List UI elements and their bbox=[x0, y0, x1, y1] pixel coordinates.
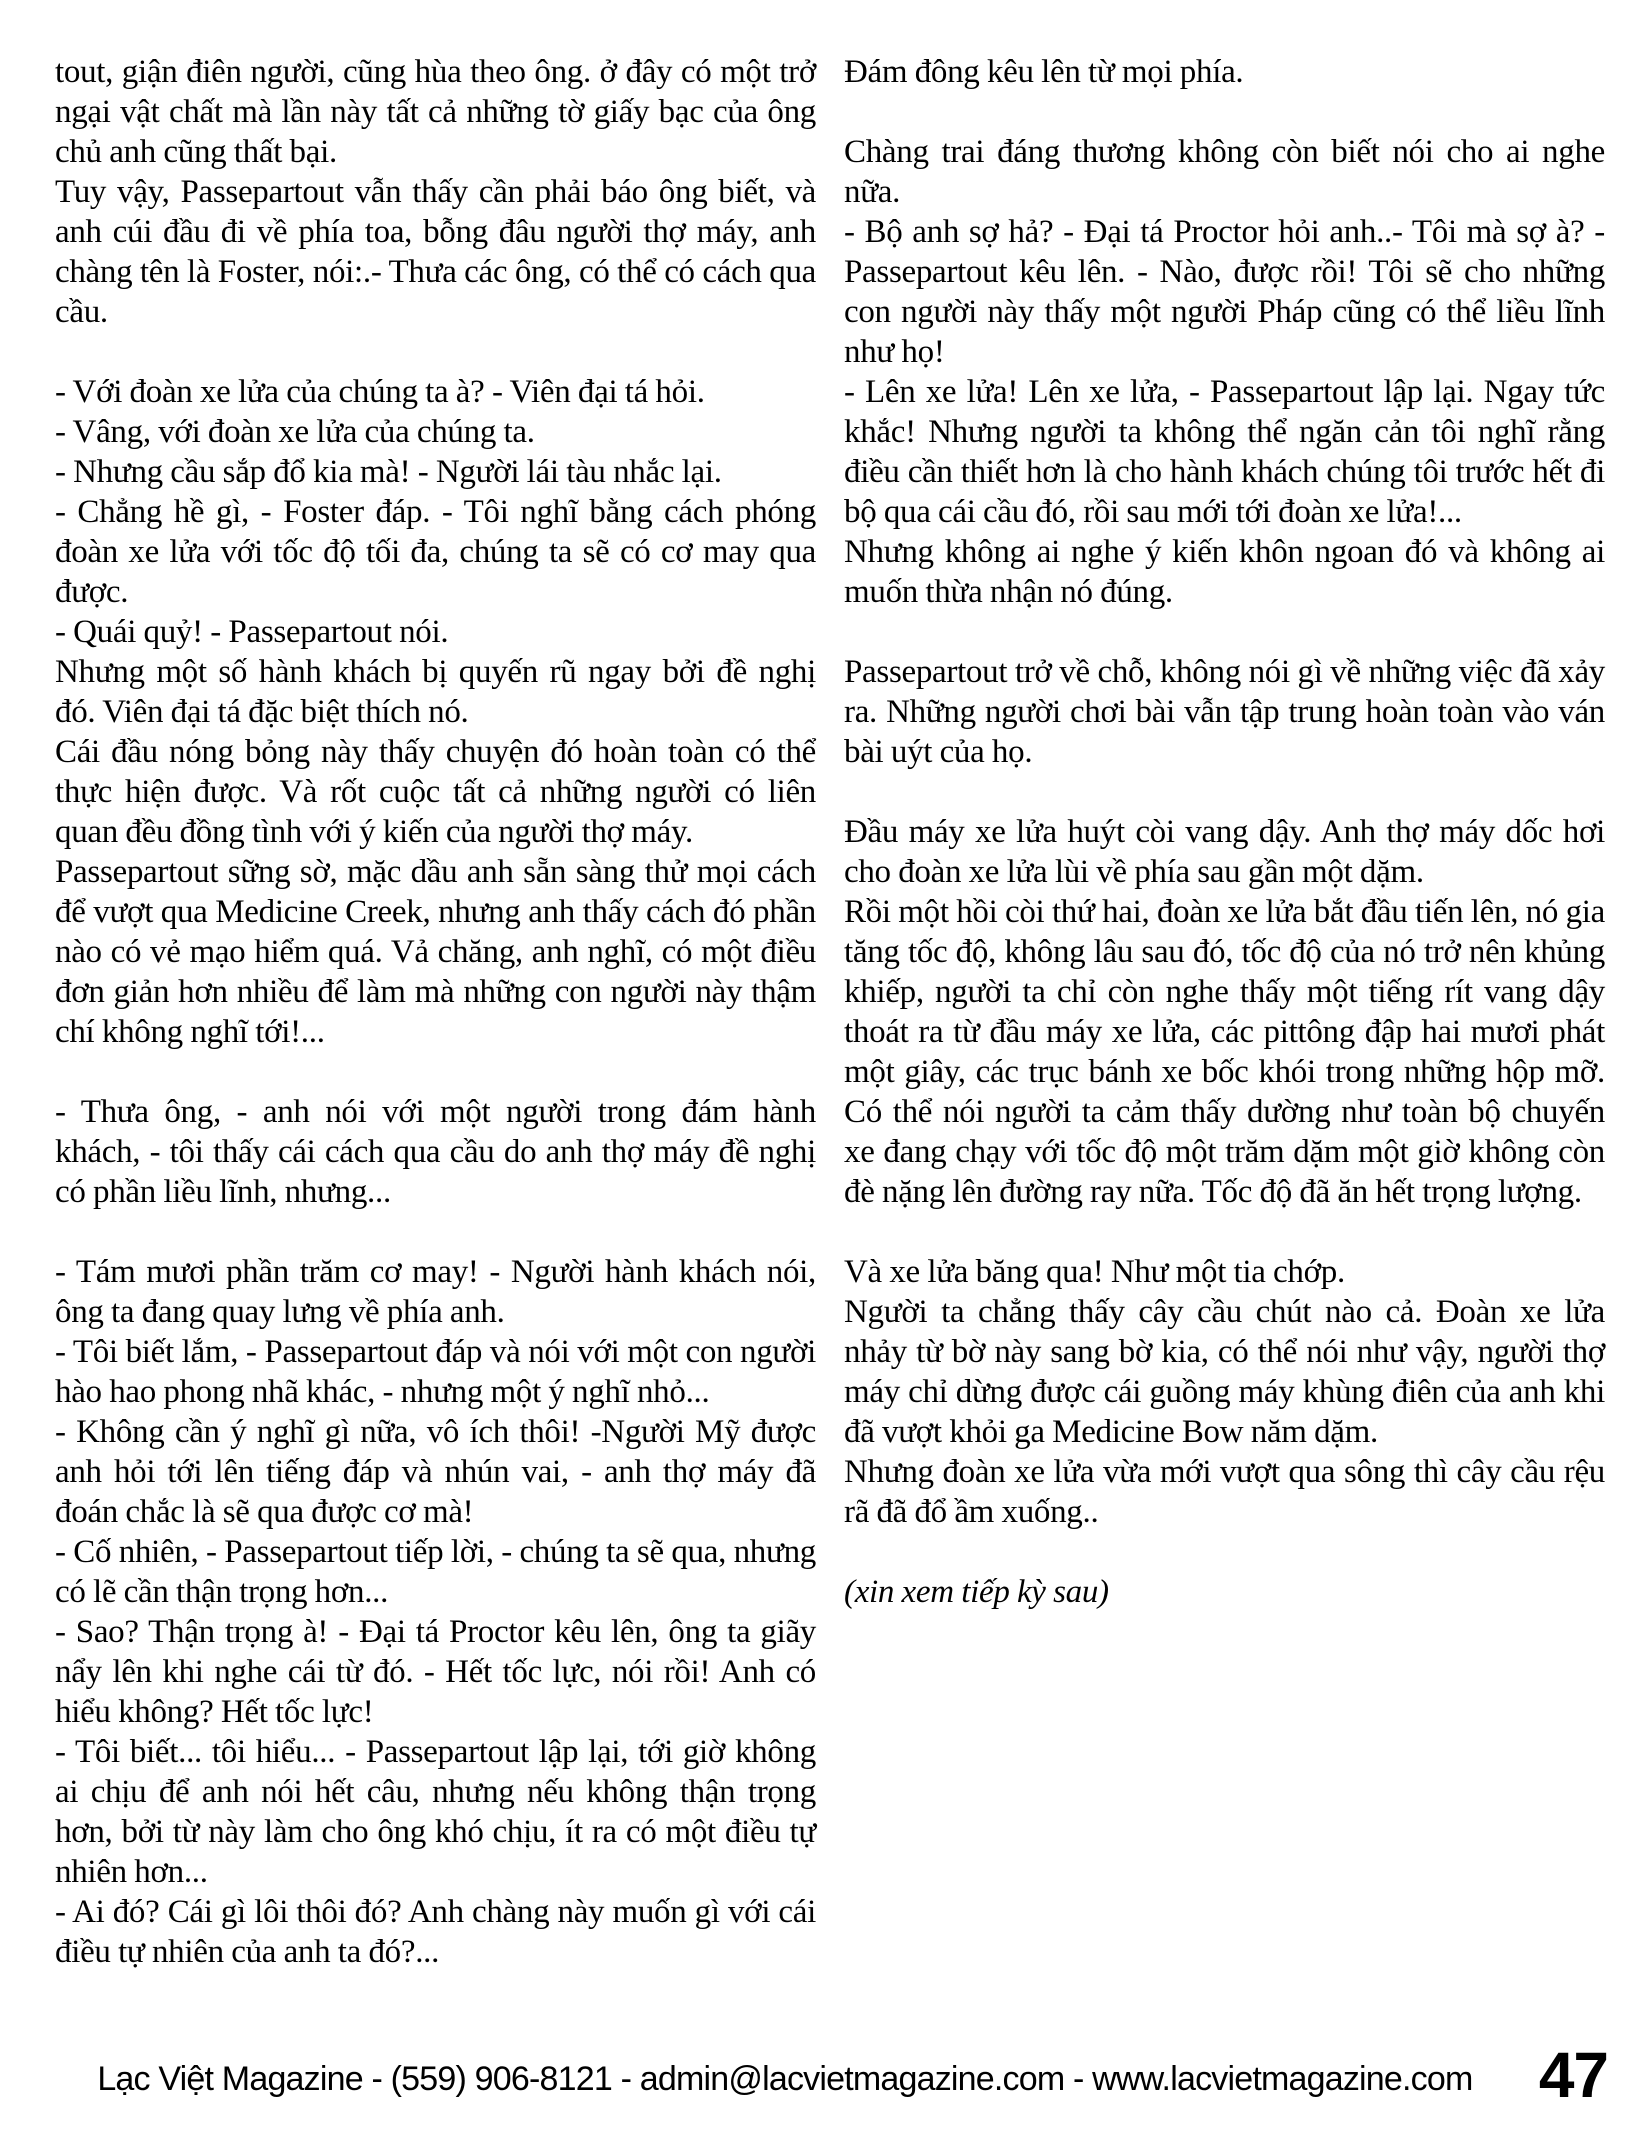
footer-contact-info: Lạc Việt Magazine - (559) 906-8121 - admin@lacvietmagazine.com - www.lacvietmagazine.com bbox=[97, 2059, 1473, 2098]
paragraph: - Tôi biết lắm, - Passepartout đáp và nói với một con người hào hao phong nhã khác, - nhưng một ý nghĩ nhỏ... bbox=[55, 1334, 816, 1410]
paragraph: - Cố nhiên, - Passepartout tiếp lời, - chúng ta sẽ qua, nhưng có lẽ cần thận trọng hơn... bbox=[55, 1534, 816, 1610]
paragraph: Đám đông kêu lên từ mọi phía. bbox=[844, 54, 1244, 90]
paragraph: - Nhưng cầu sắp đổ kia mà! - Người lái tàu nhắc lại. bbox=[55, 454, 722, 490]
paragraph: - Chẳng hề gì, - Foster đáp. - Tôi nghĩ bằng cách phóng đoàn xe lửa với tốc độ tối đa, chúng ta sẽ có cơ may qua được. bbox=[55, 494, 816, 610]
paragraph: Nhưng không ai nghe ý kiến khôn ngoan đó và không ai muốn thừa nhận nó đúng. bbox=[844, 534, 1605, 610]
paragraph: Cái đầu nóng bỏng này thấy chuyện đó hoàn toàn có thể thực hiện được. Và rốt cuộc tất cả những người có liên quan đều đồng tình với ý kiến của người thợ máy. bbox=[55, 734, 816, 850]
left-column bbox=[55, 52, 816, 1972]
paragraph: Passepartout sững sờ, mặc dầu anh sẵn sàng thử mọi cách để vượt qua Medicine Creek, nhưng anh thấy cách đó phần nào có vẻ mạo hiểm quá. Vả chăng, anh nghĩ, có một điều đơn giản hơn nhiều để làm mà những con người này thậm chí không nghĩ tới!... bbox=[55, 854, 816, 1050]
paragraph: - Sao? Thận trọng à! - Đại tá Proctor kêu lên, ông ta giãy nẩy lên khi nghe cái từ đó. - Hết tốc lực, nói rồi! Anh có hiểu không? Hết tốc lực! bbox=[55, 1614, 816, 1730]
paragraph: - Quái quỷ! - Passepartout nói. bbox=[55, 614, 449, 650]
paragraph: Rồi một hồi còi thứ hai, đoàn xe lửa bắt đầu tiến lên, nó gia tăng tốc độ, không lâu sau đó, tốc độ của nó trở nên khủng khiếp, người ta chỉ còn nghe thấy một tiếng rít vang dậy thoát ra từ đầu máy xe lửa, các pittông đập hai mươi phát một giây, các trục bánh xe bốc khói trong những hộp mỡ. Có thể nói người ta cảm thấy dường như toàn bộ chuyến xe đang chạy với tốc độ một trăm dặm một giờ không còn đè nặng lên đường ray nữa. Tốc độ đã ăn hết trọng lượng. bbox=[844, 894, 1605, 1210]
paragraph: Đầu máy xe lửa huýt còi vang dậy. Anh thợ máy dốc hơi cho đoàn xe lửa lùi về phía sau gần một dặm. bbox=[844, 814, 1605, 890]
paragraph: - Tôi biết... tôi hiểu... - Passepartout lập lại, tới giờ không ai chịu để anh nói hết câu, nhưng nếu không thận trọng hơn, bởi từ này làm cho ông khó chịu, ít ra có một điều tự nhiên hơn... bbox=[55, 1734, 816, 1890]
paragraph: - Vâng, với đoàn xe lửa của chúng ta. bbox=[55, 414, 535, 450]
paragraph: - Ai đó? Cái gì lôi thôi đó? Anh chàng này muốn gì với cái điều tự nhiên của anh ta đó?... bbox=[55, 1894, 816, 1970]
right-column bbox=[844, 52, 1605, 1972]
paragraph: Người ta chẳng thấy cây cầu chút nào cả. Đoàn xe lửa nhảy từ bờ này sang bờ kia, có thể nói như vậy, người thợ máy chỉ dừng được cái guồng máy khùng điên của anh khi đã vượt khỏi ga Medicine Bow năm dặm. bbox=[844, 1294, 1605, 1450]
page-footer bbox=[55, 2038, 1608, 2111]
paragraph: Passepartout trở về chỗ, không nói gì về những việc đã xảy ra. Những người chơi bài vẫn tập trung hoàn toàn vào ván bài uýt của họ. bbox=[844, 654, 1605, 770]
paragraph: - Lên xe lửa! Lên xe lửa, - Passepartout lập lại. Ngay tức khắc! Nhưng người ta không thể ngăn cản tôi nghĩ rằng điều cần thiết hơn là cho hành khách chúng tôi trước hết đi bộ qua cái cầu đó, rồi sau mới tới đoàn xe lửa!... bbox=[844, 374, 1605, 530]
continuation-note: (xin xem tiếp kỳ sau) bbox=[844, 1574, 1109, 1610]
paragraph: Chàng trai đáng thương không còn biết nói cho ai nghe nữa. bbox=[844, 134, 1605, 210]
paragraph: Nhưng một số hành khách bị quyến rũ ngay bởi đề nghị đó. Viên đại tá đặc biệt thích nó. bbox=[55, 654, 816, 730]
paragraph: - Bộ anh sợ hả? - Đại tá Proctor hỏi anh..- Tôi mà sợ à? - Passepartout kêu lên. - Nào, được rồi! Tôi sẽ cho những con người này thấy một người Pháp cũng có thể liều lĩnh như họ! bbox=[844, 214, 1605, 370]
paragraph: Và xe lửa băng qua! Như một tia chớp. bbox=[844, 1254, 1345, 1290]
paragraph: tout, giận điên người, cũng hùa theo ông. ở đây có một trở ngại vật chất mà lần này tất cả những tờ giấy bạc của ông chủ anh cũng thất bại. bbox=[55, 54, 816, 170]
paragraph: - Với đoàn xe lửa của chúng ta à? - Viên đại tá hỏi. bbox=[55, 374, 705, 410]
paragraph: Tuy vậy, Passepartout vẫn thấy cần phải báo ông biết, và anh cúi đầu đi về phía toa, bỗng đâu người thợ máy, anh chàng tên là Foster, nói:.- Thưa các ông, có thể có cách qua cầu. bbox=[55, 174, 816, 330]
paragraph: - Tám mươi phần trăm cơ may! - Người hành khách nói, ông ta đang quay lưng về phía anh. bbox=[55, 1254, 816, 1330]
paragraph: Nhưng đoàn xe lửa vừa mới vượt qua sông thì cây cầu rệu rã đã đổ ầm xuống.. bbox=[844, 1454, 1605, 1530]
paragraph: - Không cần ý nghĩ gì nữa, vô ích thôi! -Người Mỹ được anh hỏi tới lên tiếng đáp và nhún vai, - anh thợ máy đã đoán chắc là sẽ qua được cơ mà! bbox=[55, 1414, 816, 1530]
paragraph: - Thưa ông, - anh nói với một người trong đám hành khách, - tôi thấy cái cách qua cầu do anh thợ máy đề nghị có phần liều lĩnh, nhưng... bbox=[55, 1094, 816, 1210]
page-number: 47 bbox=[1538, 2038, 1608, 2111]
